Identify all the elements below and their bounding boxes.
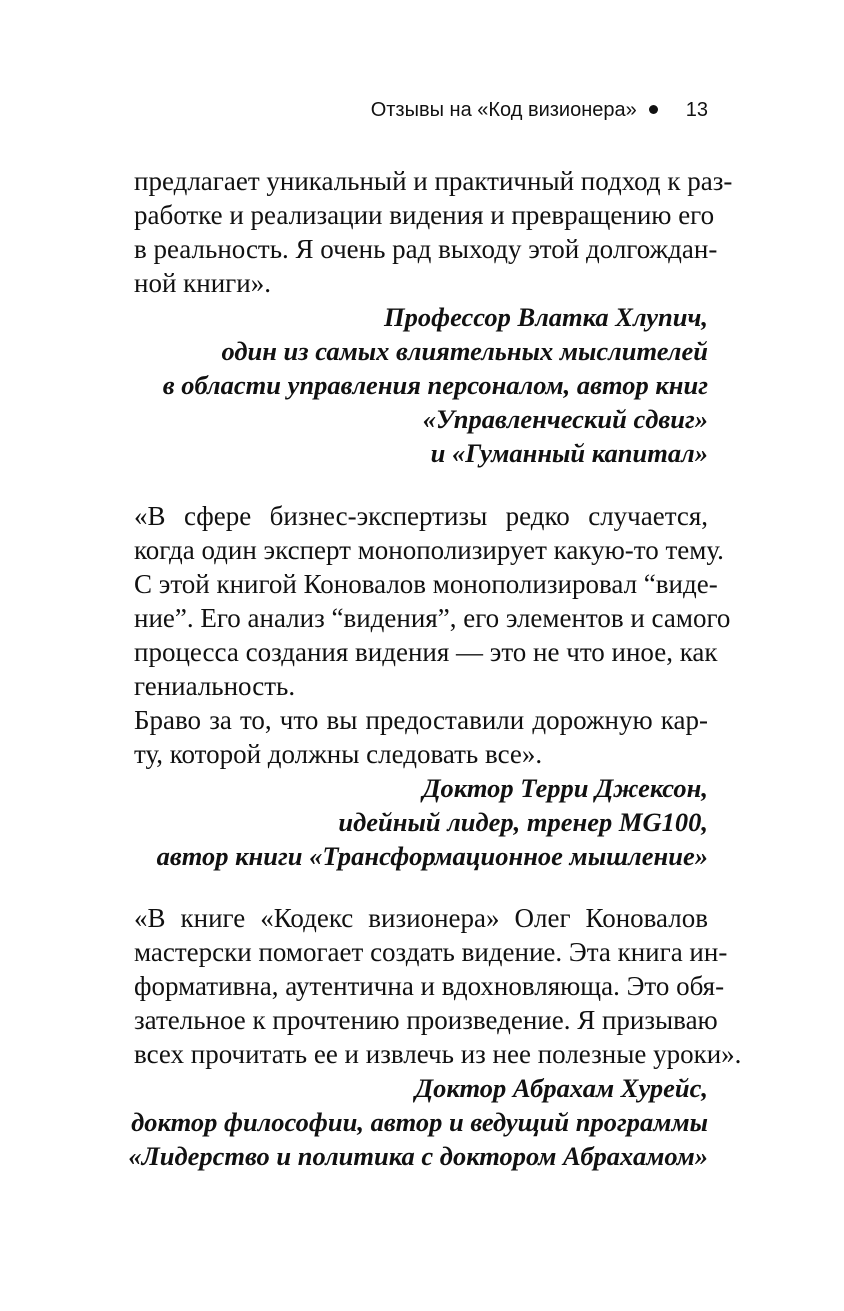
running-header bbox=[0, 96, 708, 124]
bullet-icon bbox=[649, 105, 658, 114]
quote2-p2-line-2: ту, которой должны следовать все». bbox=[134, 739, 543, 769]
quote1-attribution bbox=[100, 300, 708, 470]
quote2-paragraph-1 bbox=[134, 499, 731, 703]
quote1-line-1: предлагает уникальный и практичный подход к раз- bbox=[134, 166, 733, 196]
quote1-attr-line-2: один из самых влиятельных мыслителей bbox=[221, 336, 708, 366]
quote2-line-5: процесса создания видения — это не что иное, как bbox=[134, 637, 718, 667]
quote2-line-1: «В сфере бизнес-экспертизы редко случается, bbox=[134, 501, 708, 531]
quote3-attr-line-1: Доктор Абрахам Хурейс, bbox=[415, 1073, 708, 1103]
quote2-line-3: С этой книгой Коновалов монополизировал “виде- bbox=[134, 569, 718, 599]
quote2-p2-line-1: Браво за то, что вы предоставили дорожную кар- bbox=[134, 705, 708, 735]
page-number: 13 bbox=[685, 99, 708, 121]
quote1-text bbox=[134, 164, 733, 300]
quote3-line-3: формативна, аутентична и вдохновляюща. Это обя- bbox=[134, 971, 725, 1001]
quote1-attr-line-5: и «Гуманный капитал» bbox=[430, 438, 708, 468]
quote3-attribution bbox=[100, 1071, 708, 1173]
quote3-attr-line-3: «Лидерство и политика с доктором Абрахамом» bbox=[128, 1141, 708, 1171]
quote2-paragraph-2 bbox=[134, 703, 708, 771]
quote1-attr-line-4: «Управленческий сдвиг» bbox=[422, 404, 708, 434]
quote3-attr-line-2: доктор философии, автор и ведущий программы bbox=[131, 1107, 708, 1137]
running-title: Отзывы на «Код визионера» bbox=[370, 99, 637, 121]
quote1-line-3: в реальность. Я очень рад выходу этой долгождан- bbox=[134, 234, 718, 264]
quote2-line-6: гениальность. bbox=[134, 671, 296, 701]
quote2-line-4: ние”. Его анализ “видения”, его элементов и самого bbox=[134, 603, 731, 633]
quote1-attr-line-1: Профессор Влатка Хлупич, bbox=[384, 302, 708, 332]
quote3-line-4: зательное к прочтению произведение. Я призываю bbox=[134, 1005, 718, 1035]
quote1-attr-line-3: в области управления персоналом, автор книг bbox=[162, 370, 708, 400]
quote3-line-2: мастерски помогает создать видение. Эта книга ин- bbox=[134, 937, 728, 967]
quote3-text bbox=[134, 901, 742, 1071]
quote3-line-1: «В книге «Кодекс визионера» Олег Коновалов bbox=[134, 903, 708, 933]
quote2-attr-line-3: автор книги «Трансформационное мышление» bbox=[156, 841, 708, 871]
quote2-line-2: когда один эксперт монополизирует какую-то тему. bbox=[134, 535, 724, 565]
quote2-attr-line-2: идейный лидер, тренер MG100, bbox=[338, 807, 708, 837]
quote1-line-2: работке и реализации видения и превращению его bbox=[134, 200, 715, 230]
quote1-line-4: ной книги». bbox=[134, 268, 271, 298]
quote3-line-5: всех прочитать ее и извлечь из нее полезные уроки». bbox=[134, 1039, 742, 1069]
quote2-attribution bbox=[100, 771, 708, 873]
quote2-attr-line-1: Доктор Терри Джексон, bbox=[422, 773, 708, 803]
